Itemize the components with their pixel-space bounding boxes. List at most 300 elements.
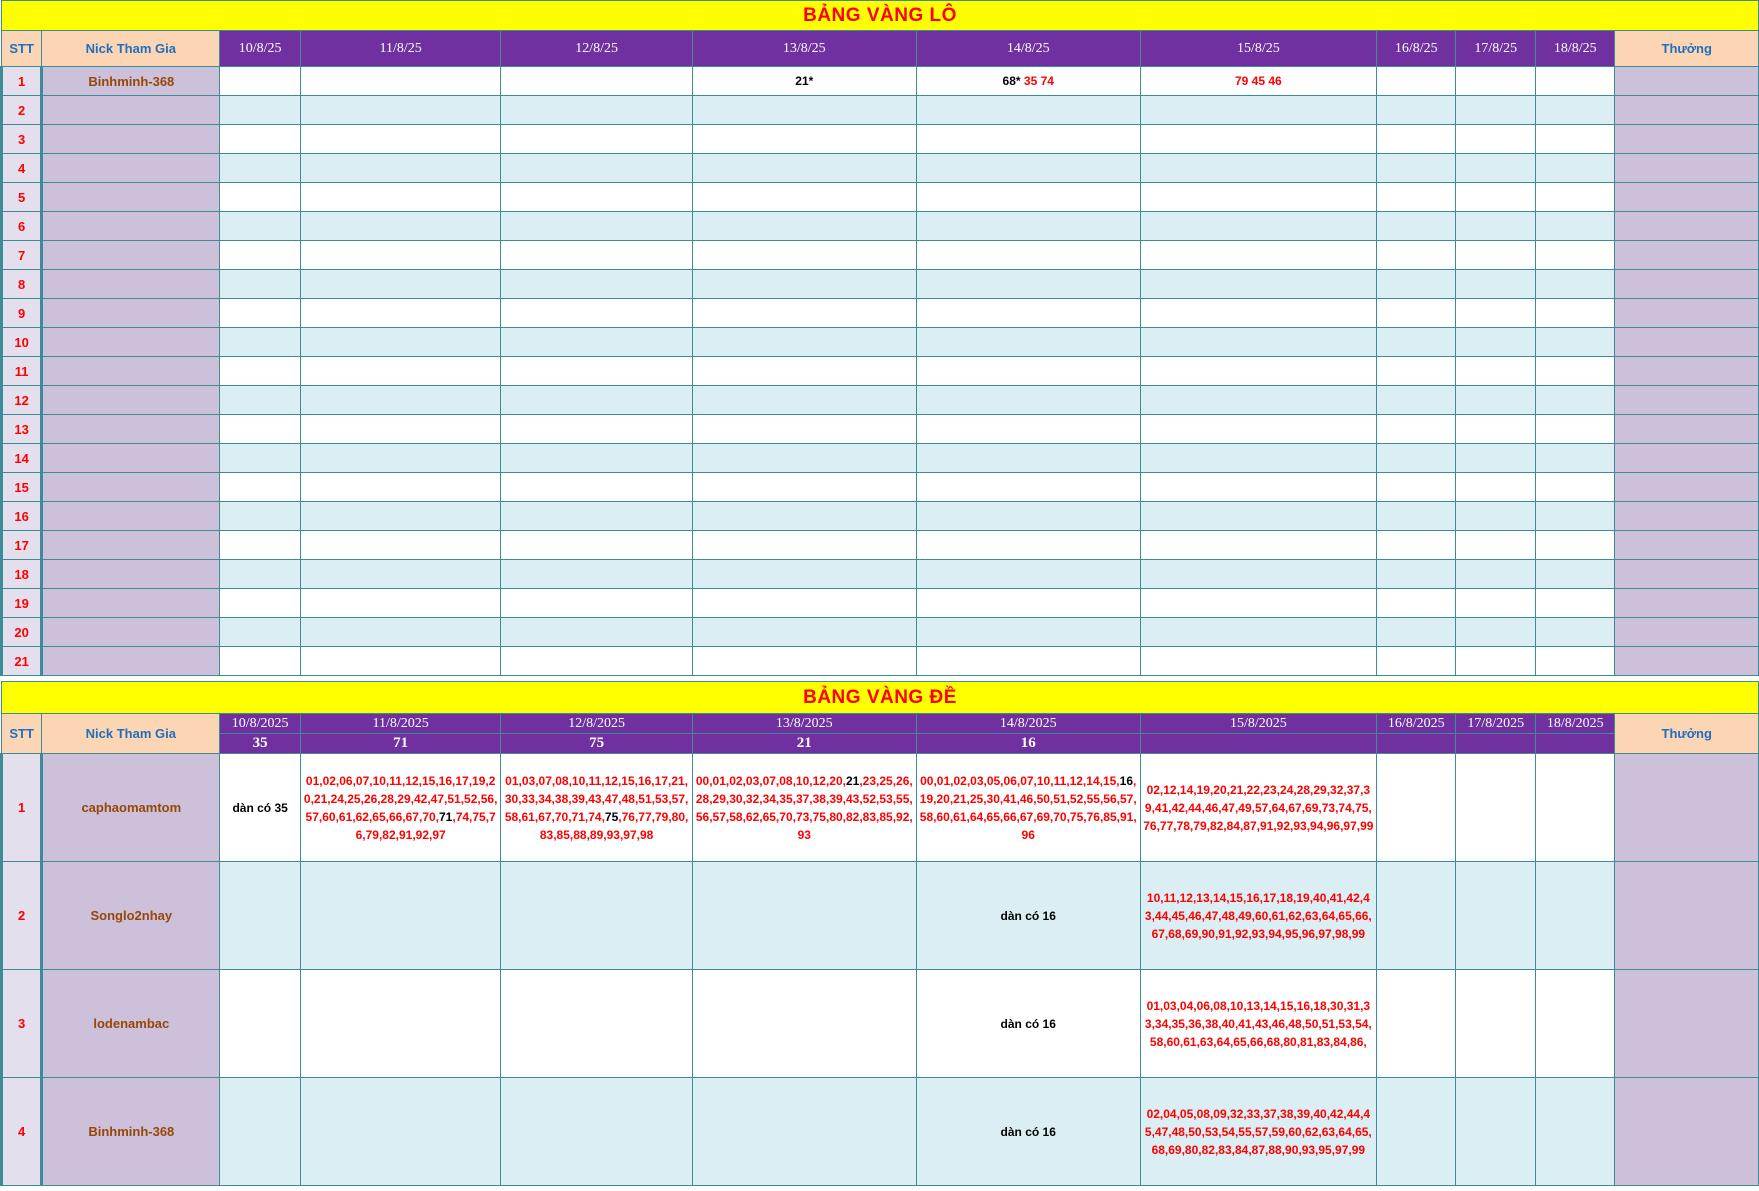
lo-cell[interactable]	[300, 560, 500, 589]
lo-cell[interactable]	[1456, 618, 1536, 647]
lo-thuong-cell[interactable]	[1615, 647, 1759, 676]
lo-cell[interactable]	[501, 589, 692, 618]
lo-stt: 16	[2, 502, 42, 531]
lo-cell[interactable]	[300, 154, 500, 183]
lo-cell[interactable]	[1456, 444, 1536, 473]
lo-nick[interactable]	[42, 415, 220, 444]
lo-cell[interactable]	[1456, 415, 1536, 444]
lo-cell[interactable]	[1535, 531, 1615, 560]
lo-cell[interactable]	[300, 357, 500, 386]
lo-cell[interactable]	[1376, 357, 1456, 386]
de-cell[interactable]	[1376, 862, 1456, 970]
lo-cell[interactable]	[1535, 96, 1615, 125]
lo-cell[interactable]	[300, 270, 500, 299]
de-cell[interactable]	[300, 862, 500, 970]
lo-cell[interactable]	[1456, 531, 1536, 560]
lo-nick[interactable]	[42, 647, 220, 676]
de-cell[interactable]	[1376, 1078, 1456, 1186]
lo-cell[interactable]	[220, 241, 301, 270]
lo-nick[interactable]	[42, 154, 220, 183]
lo-cell[interactable]	[220, 502, 301, 531]
lo-cell[interactable]	[300, 473, 500, 502]
lo-cell[interactable]	[501, 241, 692, 270]
lo-thuong-cell[interactable]	[1615, 357, 1759, 386]
lo-cell[interactable]	[300, 618, 500, 647]
lo-cell[interactable]	[501, 154, 692, 183]
lo-cell[interactable]	[220, 357, 301, 386]
lo-cell[interactable]	[300, 212, 500, 241]
lo-cell[interactable]	[220, 96, 301, 125]
lo-cell[interactable]	[1535, 502, 1615, 531]
lo-cell[interactable]	[692, 96, 916, 125]
lo-cell[interactable]	[1535, 212, 1615, 241]
lo-cell[interactable]	[1535, 241, 1615, 270]
de-cell[interactable]	[1456, 862, 1536, 970]
lo-cell[interactable]	[1456, 212, 1536, 241]
lo-cell[interactable]	[501, 328, 692, 357]
lo-nick[interactable]	[42, 183, 220, 212]
lo-cell[interactable]	[501, 386, 692, 415]
lo-cell[interactable]	[220, 415, 301, 444]
de-cell[interactable]	[300, 754, 500, 862]
lo-cell[interactable]	[1376, 386, 1456, 415]
lo-cell[interactable]	[220, 618, 301, 647]
lo-cell[interactable]	[1456, 589, 1536, 618]
lo-thuong-cell[interactable]	[1615, 183, 1759, 212]
lo-cell[interactable]	[501, 357, 692, 386]
lo-cell[interactable]	[1376, 299, 1456, 328]
lo-pick: 21*	[795, 74, 814, 88]
lo-cell[interactable]	[1376, 502, 1456, 531]
de-thuong-cell[interactable]	[1615, 970, 1759, 1078]
lo-cell[interactable]	[1376, 154, 1456, 183]
lo-cell[interactable]	[916, 618, 1140, 647]
lo-cell[interactable]	[1140, 531, 1376, 560]
lo-cell[interactable]	[916, 444, 1140, 473]
lo-cell[interactable]	[1456, 473, 1536, 502]
lo-cell[interactable]	[1140, 270, 1376, 299]
lo-thuong-cell[interactable]	[1615, 270, 1759, 299]
lo-stt: 6	[2, 212, 42, 241]
de-header-thuong: Thưởng	[1615, 714, 1759, 754]
lo-cell[interactable]	[1456, 96, 1536, 125]
lo-cell[interactable]	[501, 212, 692, 241]
de-cell[interactable]	[220, 862, 301, 970]
lo-row	[2, 473, 1759, 502]
lo-cell[interactable]	[220, 647, 301, 676]
de-cell[interactable]	[300, 1078, 500, 1186]
lo-cell[interactable]	[220, 531, 301, 560]
lo-thuong-cell[interactable]	[1615, 299, 1759, 328]
lo-cell[interactable]	[1376, 125, 1456, 154]
de-nick[interactable]: caphaomamtom	[42, 754, 220, 862]
lo-cell[interactable]	[1535, 444, 1615, 473]
lo-nick[interactable]: Binhminh-368	[42, 67, 220, 96]
de-cell[interactable]: 10,11,12,13,14,15,16,17,18,19,40,41,42,43,44,45,46,47,48,49,60,61,62,63,64,65,66,67,68,69,90,91,92,93,94,95,96,97,98,99	[1140, 862, 1376, 970]
lo-stt: 18	[2, 560, 42, 589]
lo-cell[interactable]	[1140, 560, 1376, 589]
lo-cell[interactable]	[692, 531, 916, 560]
lo-cell[interactable]	[300, 386, 500, 415]
lo-thuong-cell[interactable]	[1615, 502, 1759, 531]
de-cell[interactable]	[692, 754, 916, 862]
lo-cell[interactable]	[1376, 212, 1456, 241]
lo-cell[interactable]	[1535, 67, 1615, 96]
de-cell[interactable]	[501, 970, 692, 1078]
de-result	[1140, 734, 1376, 754]
lo-cell[interactable]	[1456, 357, 1536, 386]
lo-header-date: 18/8/25	[1535, 31, 1615, 67]
lo-cell[interactable]	[916, 386, 1140, 415]
de-cell[interactable]	[220, 1078, 301, 1186]
lo-cell[interactable]	[501, 647, 692, 676]
lo-cell[interactable]	[916, 589, 1140, 618]
de-result: 16	[916, 734, 1140, 754]
lo-cell[interactable]	[1376, 415, 1456, 444]
lo-cell[interactable]	[1535, 415, 1615, 444]
lo-cell[interactable]	[300, 531, 500, 560]
lo-row	[2, 386, 1759, 415]
de-header-date: 18/8/2025	[1535, 714, 1615, 734]
de-cell[interactable]: 02,04,05,08,09,32,33,37,38,39,40,42,44,45,47,48,50,53,54,55,57,59,60,62,63,64,65,68,69,80,82,83,84,87,88,90,93,95,97,99	[1140, 1078, 1376, 1186]
lo-cell[interactable]	[916, 328, 1140, 357]
lo-thuong-cell[interactable]	[1615, 212, 1759, 241]
lo-cell[interactable]	[1535, 473, 1615, 502]
de-cell[interactable]	[1535, 970, 1615, 1078]
lo-cell[interactable]	[220, 589, 301, 618]
lo-cell[interactable]	[1140, 386, 1376, 415]
de-cell[interactable]: dàn có 35	[220, 754, 301, 862]
lo-cell[interactable]	[692, 647, 916, 676]
de-cell[interactable]	[1456, 754, 1536, 862]
lo-cell[interactable]	[300, 415, 500, 444]
lo-cell[interactable]	[1456, 183, 1536, 212]
de-cell[interactable]	[1456, 970, 1536, 1078]
lo-cell[interactable]	[692, 560, 916, 589]
lo-cell[interactable]	[220, 473, 301, 502]
lo-thuong-cell[interactable]	[1615, 415, 1759, 444]
lo-cell[interactable]	[220, 154, 301, 183]
lo-header-date: 17/8/25	[1456, 31, 1536, 67]
lo-cell[interactable]	[1535, 183, 1615, 212]
lo-thuong-cell[interactable]	[1615, 241, 1759, 270]
lo-cell[interactable]	[501, 299, 692, 328]
lo-cell[interactable]	[1456, 241, 1536, 270]
lo-nick[interactable]	[42, 560, 220, 589]
lo-cell[interactable]	[1140, 125, 1376, 154]
lo-row	[2, 212, 1759, 241]
lo-cell[interactable]	[692, 67, 916, 96]
lo-cell[interactable]	[1456, 502, 1536, 531]
lo-cell[interactable]	[1535, 589, 1615, 618]
lo-cell[interactable]	[1140, 212, 1376, 241]
lo-cell[interactable]	[1140, 96, 1376, 125]
lo-cell[interactable]	[501, 183, 692, 212]
lo-cell[interactable]	[692, 241, 916, 270]
lo-cell[interactable]	[501, 560, 692, 589]
lo-cell[interactable]	[1456, 328, 1536, 357]
de-hit-number: 21	[845, 773, 860, 788]
lo-cell[interactable]	[916, 647, 1140, 676]
lo-cell[interactable]	[300, 299, 500, 328]
lo-nick[interactable]	[42, 270, 220, 299]
de-thuong-cell[interactable]	[1615, 754, 1759, 862]
lo-cell[interactable]	[300, 183, 500, 212]
lo-nick[interactable]	[42, 357, 220, 386]
lo-cell[interactable]	[1535, 618, 1615, 647]
lo-cell[interactable]	[692, 299, 916, 328]
lo-cell[interactable]	[916, 473, 1140, 502]
lo-cell[interactable]	[916, 502, 1140, 531]
lo-cell[interactable]	[1535, 328, 1615, 357]
lo-cell[interactable]	[1140, 647, 1376, 676]
lo-thuong-cell[interactable]	[1615, 531, 1759, 560]
lo-cell[interactable]	[916, 212, 1140, 241]
lo-cell[interactable]	[300, 96, 500, 125]
de-cell[interactable]: dàn có 16	[916, 862, 1140, 970]
de-cell[interactable]	[1535, 754, 1615, 862]
de-nick[interactable]: lodenambac	[42, 970, 220, 1078]
lo-nick[interactable]	[42, 96, 220, 125]
lo-cell[interactable]	[916, 96, 1140, 125]
lo-cell[interactable]	[692, 328, 916, 357]
lo-cell[interactable]	[1376, 618, 1456, 647]
lo-nick[interactable]	[42, 502, 220, 531]
lo-cell[interactable]	[1376, 67, 1456, 96]
lo-cell[interactable]	[916, 154, 1140, 183]
lo-nick[interactable]	[42, 241, 220, 270]
lo-cell[interactable]	[1535, 125, 1615, 154]
lo-cell[interactable]	[1140, 241, 1376, 270]
lo-cell[interactable]	[1140, 589, 1376, 618]
lo-cell[interactable]	[692, 473, 916, 502]
lo-cell[interactable]	[692, 415, 916, 444]
lo-cell[interactable]	[1535, 560, 1615, 589]
lo-cell[interactable]	[1456, 67, 1536, 96]
lo-row	[2, 589, 1759, 618]
de-cell[interactable]	[1376, 754, 1456, 862]
lo-cell[interactable]	[1456, 647, 1536, 676]
lo-cell[interactable]	[1376, 183, 1456, 212]
lo-nick[interactable]	[42, 299, 220, 328]
lo-cell[interactable]	[220, 212, 301, 241]
lo-cell[interactable]	[1456, 270, 1536, 299]
lo-cell[interactable]	[916, 415, 1140, 444]
lo-nick[interactable]	[42, 125, 220, 154]
lo-thuong-cell[interactable]	[1615, 618, 1759, 647]
lo-cell[interactable]	[1456, 299, 1536, 328]
de-stt: 3	[2, 970, 42, 1078]
lo-cell[interactable]	[916, 67, 1140, 96]
lo-cell[interactable]	[220, 270, 301, 299]
lo-cell[interactable]	[1456, 386, 1536, 415]
de-cell[interactable]	[692, 970, 916, 1078]
lo-cell[interactable]	[1140, 183, 1376, 212]
lo-nick[interactable]	[42, 531, 220, 560]
lo-cell[interactable]	[916, 531, 1140, 560]
de-result: 21	[692, 734, 916, 754]
lo-cell[interactable]	[220, 299, 301, 328]
lo-cell[interactable]	[1535, 357, 1615, 386]
de-cell[interactable]	[916, 754, 1140, 862]
lo-thuong-cell[interactable]	[1615, 560, 1759, 589]
de-nick[interactable]: Binhminh-368	[42, 1078, 220, 1186]
lo-cell[interactable]	[692, 444, 916, 473]
lo-cell[interactable]	[1376, 647, 1456, 676]
lo-cell[interactable]	[1140, 357, 1376, 386]
lo-cell[interactable]	[1535, 270, 1615, 299]
lo-cell[interactable]	[1140, 415, 1376, 444]
lo-cell[interactable]	[300, 589, 500, 618]
lo-cell[interactable]	[220, 328, 301, 357]
de-cell[interactable]	[501, 1078, 692, 1186]
lo-cell[interactable]	[501, 125, 692, 154]
lo-cell[interactable]	[1376, 444, 1456, 473]
lo-stt: 11	[2, 357, 42, 386]
lo-cell[interactable]	[501, 415, 692, 444]
lo-cell[interactable]	[501, 473, 692, 502]
de-thuong-cell[interactable]	[1615, 862, 1759, 970]
de-cell[interactable]	[300, 970, 500, 1078]
de-cell[interactable]	[1376, 970, 1456, 1078]
lo-cell[interactable]	[1376, 473, 1456, 502]
lo-thuong-cell[interactable]	[1615, 328, 1759, 357]
lo-cell[interactable]	[501, 67, 692, 96]
lo-cell[interactable]	[220, 183, 301, 212]
lo-cell[interactable]	[1376, 270, 1456, 299]
lo-cell[interactable]	[1456, 560, 1536, 589]
lo-cell[interactable]	[1376, 560, 1456, 589]
lo-nick[interactable]	[42, 328, 220, 357]
lo-cell[interactable]	[1456, 125, 1536, 154]
lo-cell[interactable]	[692, 357, 916, 386]
de-cell[interactable]: 01,03,04,06,08,10,13,14,15,16,18,30,31,33,34,35,36,38,40,41,43,46,48,50,51,53,54,58,60,61,63,64,65,66,68,80,81,83,84,86,	[1140, 970, 1376, 1078]
de-cell[interactable]: dàn có 16	[916, 1078, 1140, 1186]
lo-cell[interactable]	[916, 125, 1140, 154]
lo-cell[interactable]	[1376, 589, 1456, 618]
de-cell[interactable]	[1535, 1078, 1615, 1186]
lo-cell[interactable]	[916, 183, 1140, 212]
lo-nick[interactable]	[42, 386, 220, 415]
lo-cell[interactable]	[692, 212, 916, 241]
lo-cell[interactable]	[1376, 531, 1456, 560]
lo-cell[interactable]	[220, 386, 301, 415]
lo-cell[interactable]	[916, 560, 1140, 589]
lo-cell[interactable]	[1140, 502, 1376, 531]
lo-cell[interactable]	[300, 502, 500, 531]
de-cell[interactable]: dàn có 16	[916, 970, 1140, 1078]
lo-cell[interactable]	[692, 270, 916, 299]
lo-nick[interactable]	[42, 473, 220, 502]
lo-cell[interactable]	[220, 125, 301, 154]
lo-nick[interactable]	[42, 444, 220, 473]
lo-cell[interactable]	[1140, 473, 1376, 502]
lo-row	[2, 299, 1759, 328]
de-cell[interactable]: 02,12,14,19,20,21,22,23,24,28,29,32,37,39,41,42,44,46,47,49,57,64,67,69,73,74,75,76,77,78,79,82,84,87,91,92,93,94,96,97,99	[1140, 754, 1376, 862]
lo-cell[interactable]	[916, 270, 1140, 299]
lo-cell[interactable]	[692, 618, 916, 647]
lo-cell[interactable]	[501, 502, 692, 531]
lo-cell[interactable]	[1140, 328, 1376, 357]
lo-cell[interactable]	[692, 502, 916, 531]
lo-row	[2, 328, 1759, 357]
lo-stt: 4	[2, 154, 42, 183]
lo-thuong-cell[interactable]	[1615, 589, 1759, 618]
lo-cell[interactable]	[1376, 96, 1456, 125]
lo-cell[interactable]	[300, 444, 500, 473]
lo-stt: 9	[2, 299, 42, 328]
lo-cell[interactable]	[300, 647, 500, 676]
lo-thuong-cell[interactable]	[1615, 444, 1759, 473]
de-cell[interactable]	[501, 862, 692, 970]
lo-cell[interactable]	[692, 589, 916, 618]
lo-cell[interactable]	[501, 531, 692, 560]
lo-thuong-cell[interactable]	[1615, 473, 1759, 502]
de-cell[interactable]	[1456, 1078, 1536, 1186]
de-cell[interactable]	[692, 862, 916, 970]
lo-nick[interactable]	[42, 589, 220, 618]
lo-cell[interactable]	[501, 96, 692, 125]
lo-cell[interactable]	[916, 241, 1140, 270]
lo-cell[interactable]	[1140, 299, 1376, 328]
de-stt: 4	[2, 1078, 42, 1186]
de-cell[interactable]	[692, 1078, 916, 1186]
de-nick[interactable]: Songlo2nhay	[42, 862, 220, 970]
lo-cell[interactable]	[1535, 299, 1615, 328]
lo-nick[interactable]	[42, 212, 220, 241]
lo-cell[interactable]	[501, 444, 692, 473]
lo-cell[interactable]	[692, 183, 916, 212]
lo-cell[interactable]	[916, 299, 1140, 328]
lo-cell[interactable]	[916, 357, 1140, 386]
lo-row	[2, 531, 1759, 560]
de-thuong-cell[interactable]	[1615, 1078, 1759, 1186]
lo-thuong-cell[interactable]	[1615, 125, 1759, 154]
lo-cell[interactable]	[1376, 328, 1456, 357]
lo-cell[interactable]	[300, 241, 500, 270]
de-cell[interactable]	[220, 970, 301, 1078]
lo-cell[interactable]	[1376, 241, 1456, 270]
lo-thuong-cell[interactable]	[1615, 386, 1759, 415]
lo-cell[interactable]	[692, 154, 916, 183]
lo-cell[interactable]	[1140, 154, 1376, 183]
lo-cell[interactable]	[1456, 154, 1536, 183]
lo-cell[interactable]	[300, 328, 500, 357]
lo-cell[interactable]	[692, 386, 916, 415]
lo-cell[interactable]	[1140, 444, 1376, 473]
lo-cell[interactable]	[300, 125, 500, 154]
de-cell[interactable]	[1535, 862, 1615, 970]
de-hit-number: 75	[604, 809, 619, 824]
lo-thuong-cell[interactable]	[1615, 67, 1759, 96]
lo-cell[interactable]	[501, 270, 692, 299]
lo-cell[interactable]	[692, 125, 916, 154]
lo-nick[interactable]	[42, 618, 220, 647]
lo-cell[interactable]	[1535, 386, 1615, 415]
lo-cell[interactable]	[1140, 67, 1376, 96]
lo-cell[interactable]	[501, 618, 692, 647]
lo-cell[interactable]	[1535, 154, 1615, 183]
lo-cell[interactable]	[220, 560, 301, 589]
lo-thuong-cell[interactable]	[1615, 154, 1759, 183]
lo-cell[interactable]	[220, 67, 301, 96]
lo-cell[interactable]	[300, 67, 500, 96]
lo-cell[interactable]	[220, 444, 301, 473]
de-cell[interactable]	[501, 754, 692, 862]
lo-cell[interactable]	[1140, 618, 1376, 647]
lo-cell[interactable]	[1535, 647, 1615, 676]
lo-thuong-cell[interactable]	[1615, 96, 1759, 125]
